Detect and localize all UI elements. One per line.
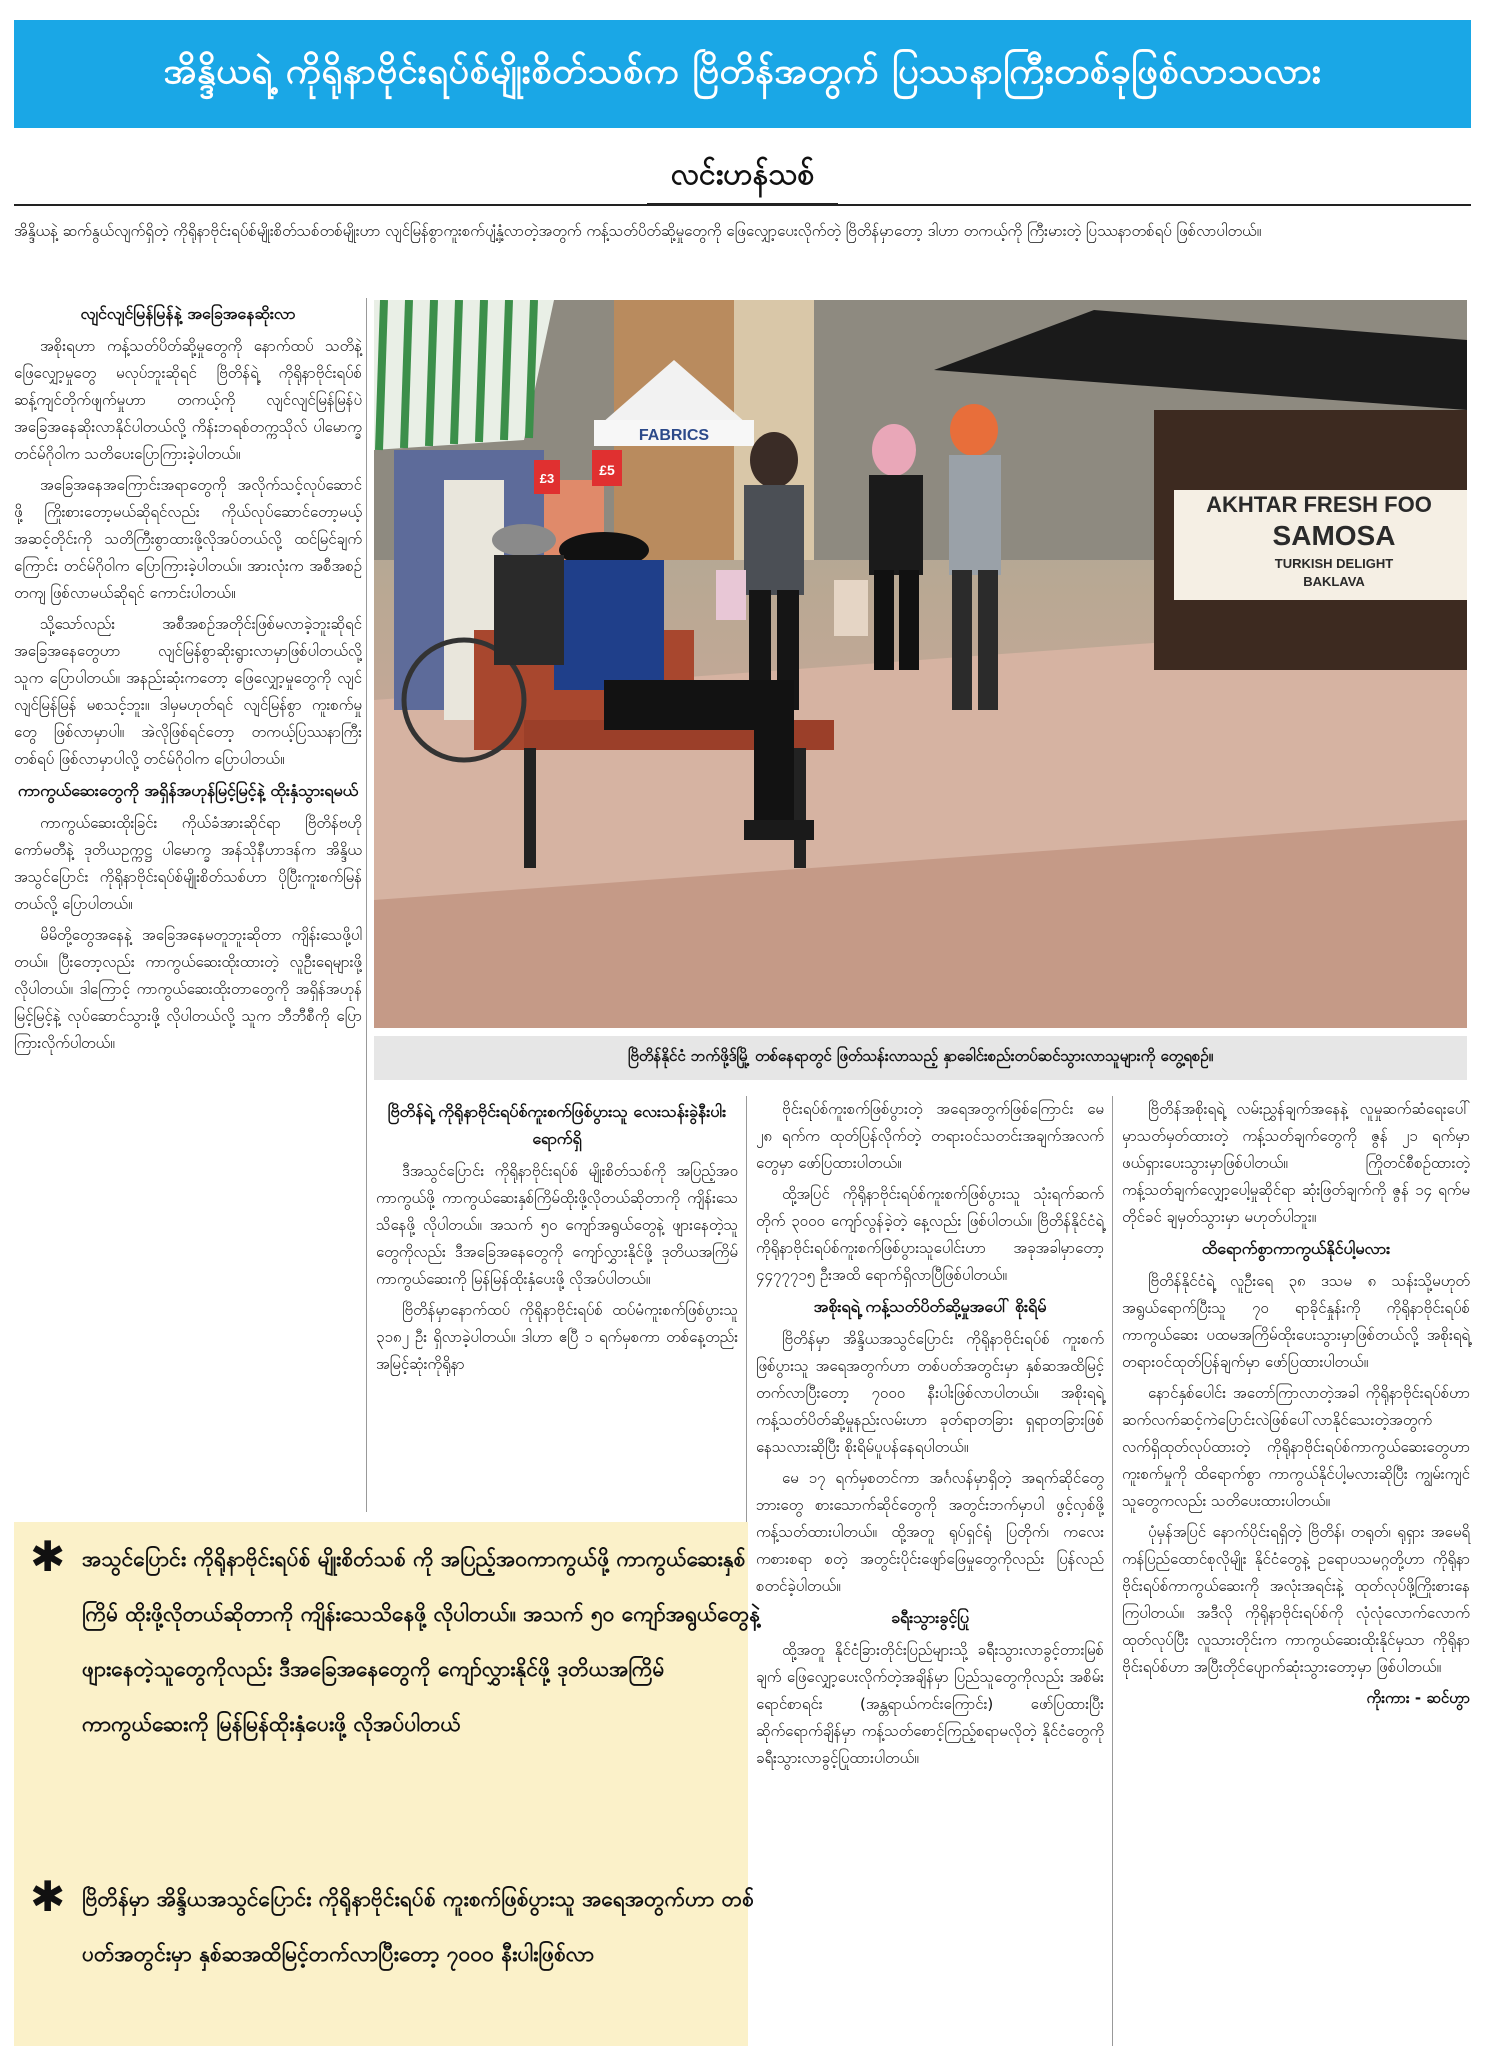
paragraph: ဗြိတိန်နိုင်ငံရဲ့ လူဦးရေ ၃၈ ဒသမ ၈ သန်းသို့မဟုတ် အရွယ်ရောက်ပြီးသူ ၇၀ ရာခိုင်နှုန်းကို ကိုရိုနာဗိုင်းရပ်စ်ကာကွယ်ဆေး ပထမအကြိမ်ထိုးပေးသွားမှာဖြစ်တယ်လို့ အစိုးရရဲ့ တရားဝင်ထုတ်ပြန်ချက်မှာ ဖော်ပြထားပါတယ်။ [1122, 1272, 1470, 1371]
svg-text:£5: £5 [599, 462, 615, 478]
bench-leg [794, 748, 806, 868]
subheading: အစိုးရရဲ့ ကန့်သတ်ပိတ်ဆို့မှုအပေါ် စိုးရိမ် [813, 1297, 1047, 1316]
subheading: ခရီးသွားခွင့်ပြု [890, 1608, 970, 1627]
column-divider [366, 298, 367, 1512]
man-grey-cap [492, 524, 564, 665]
column-3 [756, 1096, 1104, 1776]
paragraph: ဗြိတိန်မှာ အိန္ဒိယအသွင်ပြောင်း ကိုရိုနာဗိုင်းရပ်စ် ကူးစက်ဖြစ်ပွားသူ အရေအတွက်ဟာ တစ်ပတ်အတွင်းမှာ နှစ်ဆအထိမြင့်တက်လာပြီးတော့ ၇၀၀၀ နီးပါးဖြစ်လာပါတယ်။ အစိုးရရဲ့ ကန့်သတ်ပိတ်ဆို့မှုနည်းလမ်းဟာ ခုတ်ရာတခြား ရှရာတခြားဖြစ်နေသလားဆိုပြီး စိုးရိမ်ပူပန်နေရပါတယ်။ [756, 1330, 1104, 1456]
paragraph: ဒီအသွင်ပြောင်း ကိုရိုနာဗိုင်းရပ်စ် မျိုးစိတ်သစ်ကို အပြည့်အဝကာကွယ်ဖို့ ကာကွယ်ဆေးနှစ်ကြိမ်ထိုးဖို့လိုတယ်ဆိုတာကို ကျိန်းသေသိနေဖို့ လိုပါတယ်။ အသက် ၅၀ ကျော်အရွယ်တွေနဲ့ ဖျားနေတဲ့သူတွေကိုလည်း ဒီအခြေအနေတွေကို ကျော်လွှားနိုင်ဖို့ ဒုတိယအကြိမ် ကာကွယ်ဆေးကို မြန်မြန်ထိုးနှံပေးဖို့ လိုအပ်ပါတယ်။ [376, 1162, 738, 1288]
paragraph: ထို့အတူ နိုင်ငံခြားတိုင်းပြည်များသို့ ခရီးသွားလာခွင့်တားမြစ်ချက် ဖြေလျှော့ပေးလိုက်တဲ့အချိန်မှာ ပြည်သူတွေကိုလည်း အစိမ်းရောင်စာရင်း (အန္တရာယ်ကင်းကြောင်း) ဖော်ပြထားပြီး ဆိုက်ရောက်ချိန်မှာ ကန့်သတ်စောင့်ကြည့်စရာမလိုတဲ့ နိုင်ငံတွေကိုခရီးသွားလာခွင့်ပြုထားပါတယ်။ [756, 1641, 1104, 1767]
paragraph: ထို့အပြင် ကိုရိုနာဗိုင်းရပ်စ်ကူးစက်ဖြစ်ပွားသူ သုံးရက်ဆက်တိုက် ၃၀၀၀ ကျော်လွန်ခဲ့တဲ့ နေ့လည်း ဖြစ်ပါတယ်။ ဗြိတိန်နိုင်ငံရဲ့ ကိုရိုနာဗိုင်းရပ်စ်ကူးစက်ဖြစ်ပွားသူပေါင်းဟာ အခုအခါမှာတော့ ၄၄၇၇၇၁၅ ဦးအထိ ရောက်ရှိလာပြီဖြစ်ပါတယ်။ [756, 1185, 1104, 1284]
paragraph: အခြေအနေအကြောင်းအရာတွေကို အလိုက်သင့်လုပ်ဆောင်ဖို့ ကြိုးစားတော့မယ်ဆိုရင်လည်း ကိုယ်လုပ်ဆောင်တော့မယ့် အဆင့်တိုင်းကို သတိကြီးစွာထားဖို့လိုအပ်တယ်လို့ ထင်မြင်ချက်ကြောင်း တင်မ်ဂိုဝါက ပြောကြားခဲ့ပါတယ်။ အားလုံးက အစီအစဉ်တကျ ဖြစ်လာမယ်ဆိုရင် ကောင်းပါတယ်။ [14, 476, 362, 602]
pull-quote-text: ဗြိတိန်မှာ အိန္ဒိယအသွင်ပြောင်း ကိုရိုနာဗိုင်းရပ်စ် ကူးစက်ဖြစ်ပွားသူ အရေအတွက်ဟာ တစ်ပတ်အတွင်းမှာ နှစ်ဆအထိမြင့်တက်လာပြီးတော့ ၇၀၀၀ နီးပါးဖြစ်လာ [82, 1887, 754, 1966]
source-credit: ကိုးကား - ဆင်ဟွာ [1366, 1689, 1470, 1707]
paragraph: မေ ၁၇ ရက်မှစတင်ကာ အင်္ဂလန်မှာရှိတဲ့ အရက်ဆိုင်တွေ ဘားတွေ စားသောက်ဆိုင်တွေကို အတွင်းဘက်မှာပါ ဖွင့်လှစ်ဖို့ ကန့်သတ်ထားပါတယ်။ ထို့အတူ ရုပ်ရှင်ရုံ ပြတိုက်၊ ကလေးကစားစရာ စတဲ့ အတွင်းပိုင်းဖျော်ဖြေမှုတွေကိုလည်း ပြန်လည်စတင်ခဲ့ပါတယ်။ [756, 1469, 1104, 1595]
paragraph: အစိုးရဟာ ကန့်သတ်ပိတ်ဆို့မှုတွေကို နောက်ထပ် သတိနဲ့ ဖြေလျှော့မှုတွေ မလုပ်ဘူးဆိုရင် ဗြိတိန်ရဲ့ ကိုရိုနာဗိုင်းရပ်စ် ဆန့်ကျင်တိုက်ဖျက်မှုဟာ တကယ့်ကို လျင်လျင်မြန်မြန်ပဲ အခြေအနေဆိုးလာနိုင်ပါတယ်လို့ ကိန်းဘရစ်တက္ကသိုလ် ပါမောက္ခ တင်မ်ဂိုဝါက သတိပေးပြောကြားခဲ့ပါတယ်။ [14, 337, 362, 463]
pull-quote [30, 1532, 772, 1752]
pull-quote-text: အသွင်ပြောင်း ကိုရိုနာဗိုင်းရပ်စ် မျိုးစိတ်သစ် ကို အပြည့်အဝကာကွယ်ဖို့ ကာကွယ်ဆေးနှစ်ကြိမ် ထိုးဖို့လိုတယ်ဆိုတာကို ကျိန်းသေသိနေဖို့ လိုပါတယ်။ အသက် ၅၀ ကျော်အရွယ်တွေနဲ့ ဖျားနေတဲ့သူတွေကိုလည်း ဒီအခြေအနေတွေကို ကျော်လွှားနိုင်ဖို့ ဒုတိယအကြိမ် ကာကွယ်ဆေးကို မြန်မြန်ထိုးနှံပေးဖို့ လိုအပ်ပါတယ် [82, 1547, 761, 1736]
street-photo [374, 300, 1467, 1028]
svg-text:AKHTAR FRESH FOO: AKHTAR FRESH FOO [1206, 492, 1432, 517]
paragraph: ဗြိတိန်အစိုးရရဲ့ လမ်းညွှန်ချက်အနေနဲ့ လူမှုဆက်ဆံရေးပေါ်မှာသတ်မှတ်ထားတဲ့ ကန့်သတ်ချက်တွေကို ဇွန် ၂၁ ရက်မှာ ဖယ်ရှားပေးသွားမှာဖြစ်ပါတယ်။ ကြိုတင်စီစဉ်ထားတဲ့ ကန့်သတ်ချက်လျှော့ပေါ့မှုဆိုင်ရာ ဆုံးဖြတ်ချက်ကို ဇွန် ၁၄ ရက်မတိုင်ခင် ချမှတ်သွားမှာ မဟုတ်ပါဘူး။ [1122, 1100, 1470, 1226]
svg-text:BAKLAVA: BAKLAVA [1303, 574, 1365, 589]
subheading: ကာကွယ်ဆေးတွေကို အရှိန်အဟုန်မြင့်မြင့်နဲ့ ထိုးနှံသွားရမယ် [17, 781, 359, 800]
pull-quote [30, 1872, 772, 1982]
intro-paragraph: အိန္ဒိယနဲ့ ဆက်နွယ်လျက်ရှိတဲ့ ကိုရိုနာဗိုင်းရပ်စ်မျိုးစိတ်သစ်တစ်မျိုးဟာ လျင်မြန်စွာကူးစက်ပျံ့နှံ့လာတဲ့အတွက် ကန့်သတ်ပိတ်ဆို့မှုတွေကို ဖြေလျှော့ပေးလိုက်တဲ့ ဗြိတိန်မှာတော့ ဒါဟာ တကယ့်ကို ကြီးမားတဲ့ ပြဿနာတစ်ရပ် ဖြစ်လာပါတယ်။ [14, 222, 1262, 240]
column-divider [1112, 1096, 1113, 2046]
paragraph: သို့သော်လည်း အစီအစဉ်အတိုင်းဖြစ်မလာခဲ့ဘူးဆိုရင် အခြေအနေတွေဟာ လျင်မြန်စွာဆိုးရွားလာမှာဖြစ်ပါတယ်လို့ သူက ပြောပါတယ်။ အနည်းဆုံးကတော့ ဖြေလျှော့မှုတွေကို လျင်လျင်မြန်မြန် မစသင့်ဘူး။ ဒါမှမဟုတ်ရင် လျင်မြန်စွာ ကူးစက်မှုတွေ ဖြစ်လာမှာပါ။ အဲလိုဖြစ်ရင်တော့ တကယ့်ပြဿနာကြီးတစ်ရပ် ဖြစ်လာမှာပါလို့ တင်မ်ဂိုဝါက ပြောပါတယ်။ [14, 615, 362, 768]
paragraph: ကာကွယ်ဆေးထိုးခြင်း ကိုယ်ခံအားဆိုင်ရာ ဗြိတိန်ဗဟိုကော်မတီနဲ့ ဒုတိယဥက္ကဋ္ဌ ပါမောက္ခ အန်သိုနီဟာဒန်က အိန္ဒိယအသွင်ပြောင်း ကိုရိုနာဗိုင်းရပ်စ်မျိုးစိတ်သစ်ဟာ ပိုပြီးကူးစက်မြန်တယ်လို့ ပြောပါတယ်။ [14, 814, 362, 913]
asterisk-icon: ✱ [30, 1872, 66, 1921]
svg-text:£3: £3 [539, 471, 555, 486]
column-2 [376, 1096, 738, 1382]
column-1 [14, 298, 362, 1061]
asterisk-icon: ✱ [30, 1532, 66, 1581]
subheading: ဗြိတိန်ရဲ့ ကိုရိုနာဗိုင်းရပ်စ်ကူးစက်ဖြစ်ပွားသူ လေးသန်းခွဲနီးပါးရောက်ရှိ [387, 1102, 727, 1148]
subheading: ထိရောက်စွာကာကွယ်နိုင်ပါ့မလား [1201, 1239, 1391, 1258]
photo-caption: ဗြိတိန်နိုင်ငံ ဘက်ဖို့ဒ်မြို့ တစ်နေရာတွင် ဖြတ်သန်းလာသည့် နှာခေါင်းစည်းတပ်ဆင်သွားလာသူများကို တွေ့ရစဉ်။ [374, 1036, 1467, 1080]
byline-wrap [0, 150, 1485, 206]
headline: အိန္ဒိယရဲ့ ကိုရိုနာဗိုင်းရပ်စ်မျိုးစိတ်သစ်က ဗြိတိန်အတွက် ပြဿနာကြီးတစ်ခုဖြစ်လာသလား [163, 51, 1322, 92]
subheading: လျင်လျင်မြန်မြန်နဲ့ အခြေအနေဆိုးလာ [80, 304, 296, 323]
svg-text:TURKISH DELIGHT: TURKISH DELIGHT [1274, 556, 1394, 571]
headline-banner [14, 20, 1471, 128]
fabrics-tent-label: FABRICS [638, 427, 710, 444]
paragraph: ပုံမှန်အပြင် နောက်ပိုင်းရရှိတဲ့ ဗြိတိန်၊ တရုတ်၊ ရုရှား အမေရိကန်ပြည်ထောင်စုလိုမျိုး နိုင်ငံတွေနဲ့ ဥရောပသမဂ္ဂတို့ဟာ ကိုရိုနာဗိုင်းရပ်စ်ကာကွယ်ဆေးကို အလုံးအရင်းနဲ့ ထုတ်လုပ်ဖို့ကြိုးစားနေကြပါတယ်။ အဒီလို ကိုရိုနာဗိုင်းရပ်စ်ကို လုံလုံလောက်လောက်ထုတ်လုပ်ပြီး လူသားတိုင်းက ကာကွယ်ဆေးထိုးနိုင်မှသာ ကိုရိုနာဗိုင်းရပ်စ်ဟာ အပြီးတိုင်ပျောက်ဆုံးသွားတော့မှာ ဖြစ်ပါတယ်။ [1122, 1523, 1470, 1676]
street-scene-illustration [374, 300, 1467, 1028]
byline: လင်းဟန်သစ် [647, 150, 838, 206]
svg-text:SAMOSA: SAMOSA [1272, 520, 1396, 551]
paragraph: ဗိုင်းရပ်စ်ကူးစက်ဖြစ်ပွားတဲ့ အရေအတွက်ဖြစ်ကြောင်း မေ ၂၈ ရက်က ထုတ်ပြန်လိုက်တဲ့ တရားဝင်သတင်းအချက်အလက်တွေမှာ ဖော်ပြထားပါတယ်။ [756, 1100, 1104, 1172]
paragraph: ဗြိတိန်မှာနောက်ထပ် ကိုရိုနာဗိုင်းရပ်စ် ထပ်မံကူးစက်ဖြစ်ပွားသူ ၃၁၈၂ ဦး ရှိလာခဲ့ပါတယ်။ ဒါဟာ ဧပြီ ၁ ရက်မှစကာ တစ်နေ့တည်း အမြင့်ဆုံးကိုရိုနာ [376, 1301, 738, 1373]
column-4 [1122, 1096, 1470, 1716]
paragraph: နောင်နှစ်ပေါင်း အတော်ကြာလာတဲ့အခါ ကိုရိုနာဗိုင်းရပ်စ်ဟာ ဆက်လက်ဆင့်ကဲပြောင်းလဲဖြစ်ပေါ်လာနိုင်သေးတဲ့အတွက် လက်ရှိထုတ်လုပ်ထားတဲ့ ကိုရိုနာဗိုင်းရပ်စ်ကာကွယ်ဆေးတွေဟာ ကူးစက်မှုကို ထိရောက်စွာ ကာကွယ်နိုင်ပါ့မလားဆိုပြီး ကျွမ်းကျင်သူတွေကလည်း သတိပေးထားပါတယ်။ [1122, 1384, 1470, 1510]
bench-leg [524, 748, 536, 868]
paragraph: မိမိတို့တွေအနေနဲ့ အခြေအနေမတူဘူးဆိုတာ ကျိန်းသေဖို့ပါတယ်။ ပြီးတော့လည်း ကာကွယ်ဆေးထိုးထားတဲ့ လူဦးရေများဖို့ လိုပါတယ်။ ဒါကြောင့် ကာကွယ်ဆေးထိုးတာတွေကို အရှိန်အဟုန်မြင့်မြင့်နဲ့ လုပ်ဆောင်သွားဖို့ လိုပါတယ်လို့ သူက ဘီဘီစီကို ပြောကြားလိုက်ပါတယ်။ [14, 926, 362, 1052]
divider [14, 204, 1471, 206]
